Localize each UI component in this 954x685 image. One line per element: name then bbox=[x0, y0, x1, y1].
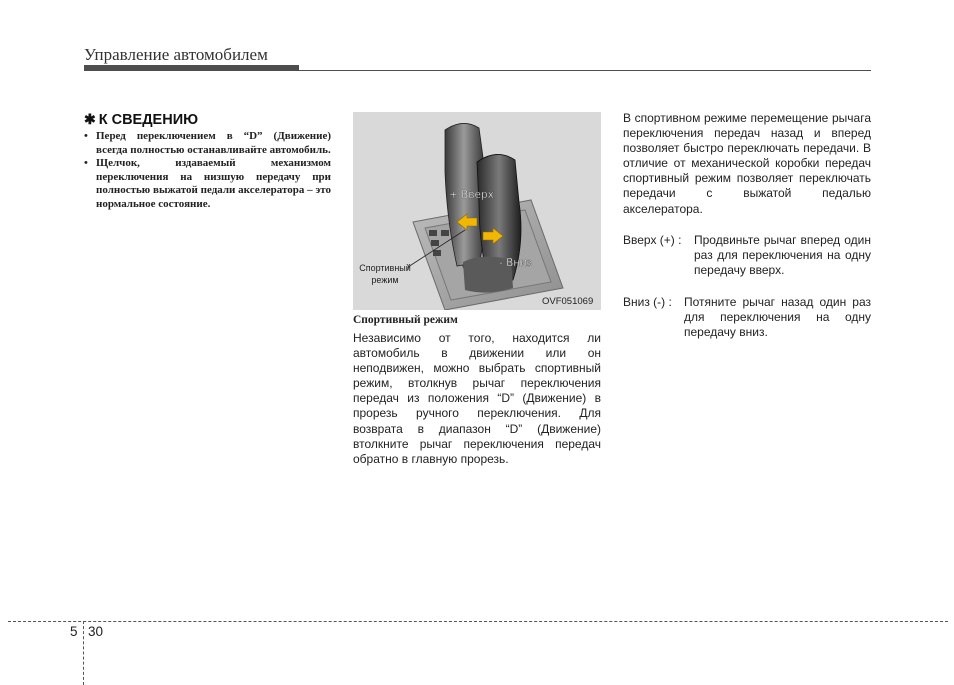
note-list bbox=[84, 130, 331, 212]
note-item: • Перед переключением в “D” (Движение) всегда полностью останавливайте автомобиль. bbox=[84, 130, 331, 156]
note-heading-text: К СВЕДЕНИЮ bbox=[98, 112, 199, 128]
asterisk-icon: ✱ bbox=[84, 111, 96, 127]
header-rule bbox=[84, 70, 871, 71]
definition-down bbox=[623, 295, 871, 340]
page-number: 30 bbox=[88, 624, 104, 639]
sport-mode-paragraph: В спортивном режиме перемещение рычага переключения передач назад и вперед позволяет быстро переключать передачи. В отличие от механической коробки передач спортивный режим позволяет переключать передачи с выжатой педалью акселератора. bbox=[623, 111, 871, 216]
bullet-icon: • bbox=[84, 157, 88, 170]
section-paragraph: Независимо от того, находится ли автомобиль в движении или он неподвижен, можно выбрать спортивный режим, втолкнув рычаг переключения передач из положения “D” (Движение) в прорезь ручного переключения. Для возврата в диапазон “D” (Движение) втолкните рычаг переключения передач обратно в главную прорезь. bbox=[353, 331, 601, 466]
definition-term: Вниз (-) : bbox=[623, 295, 672, 309]
definition-description: Продвиньте рычаг вперед один раз для переключения на одну передачу вверх. bbox=[694, 233, 871, 278]
figure-code: OVF051069 bbox=[542, 296, 594, 307]
definition-up bbox=[623, 233, 871, 278]
chapter-number: 5 bbox=[70, 624, 78, 639]
definition-term: Вверх (+) : bbox=[623, 233, 682, 247]
footer-divider bbox=[83, 621, 84, 685]
section-heading: Спортивный режим bbox=[353, 314, 458, 326]
note-heading bbox=[84, 111, 198, 128]
page-header-title: Управление автомобилем bbox=[84, 45, 268, 64]
footer-rule bbox=[8, 621, 948, 622]
note-item: • Щелчок, издаваемый механизмом переключения на низшую передачу при полностью выжатой педали акселератора – это нормальное состояние. bbox=[84, 157, 331, 210]
label-down: - Вниз bbox=[499, 257, 533, 269]
bullet-icon: • bbox=[84, 130, 88, 142]
label-up: + Вверх bbox=[449, 189, 494, 201]
definition-description: Потяните рычаг назад один раз для переключения на одну передачу вниз. bbox=[684, 295, 871, 340]
figure-label-sport-mode: Спортивный режим bbox=[359, 263, 411, 285]
